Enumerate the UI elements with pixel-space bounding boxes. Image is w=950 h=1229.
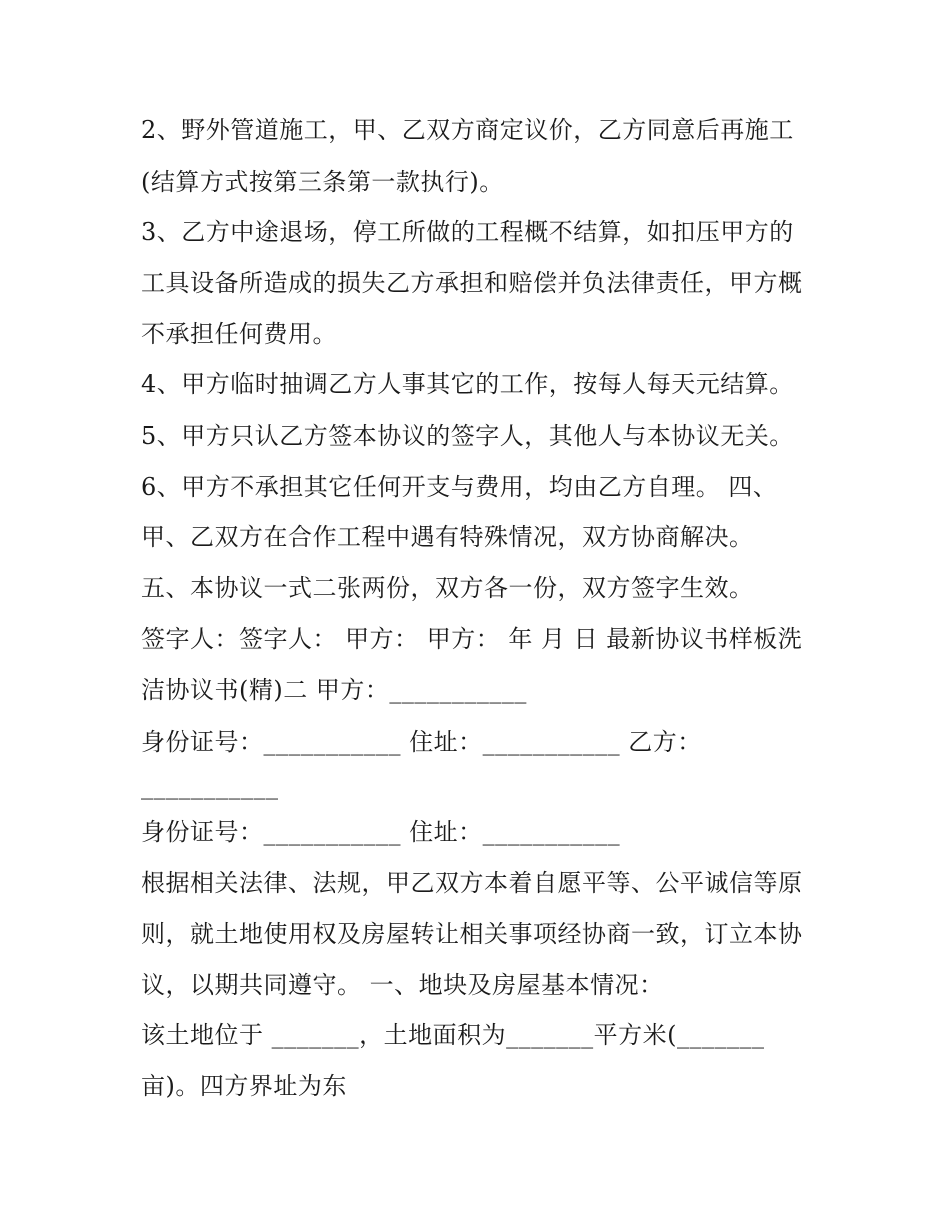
text-line: 签字人：签字人： 甲方： 甲方： 年 月 日 最新协议书样板洗 (141, 625, 803, 653)
text-line: 议，以期共同遵守。 一、地块及房屋基本情况： (141, 971, 664, 999)
text-line: 身份证号：___________ 住址：___________ 乙方： (141, 728, 702, 756)
text-line: 6、甲方不承担其它任何开支与费用，均由乙方自理。 四、 (141, 473, 778, 501)
text-line: ___________ (141, 772, 279, 800)
text-line: 则，就土地使用权及房屋转让相关事项经协商一致，订立本协 (141, 920, 803, 948)
text-line: 不承担任何费用。 (141, 320, 337, 348)
text-line: 4、甲方临时抽调乙方人事其它的工作，按每人每天元结算。 (141, 370, 794, 398)
text-line: 根据相关法律、法规，甲乙双方本着自愿平等、公平诚信等原 (141, 869, 803, 897)
text-line: 甲、乙双方在合作工程中遇有特殊情况，双方协商解决。 (141, 523, 754, 551)
text-line: 身份证号：___________ 住址：___________ (141, 818, 621, 846)
text-line: 亩)。四方界址为东 (141, 1072, 347, 1100)
text-line: 洁协议书(精)二 甲方：___________ (141, 676, 527, 704)
text-line: 2、野外管道施工，甲、乙双方商定议价，乙方同意后再施工 (141, 116, 794, 144)
text-line: (结算方式按第三条第一款执行)。 (141, 168, 504, 196)
text-line: 工具设备所造成的损失乙方承担和赔偿并负法律责任，甲方概 (141, 269, 803, 297)
text-line: 该土地位于 _______，土地面积为_______平方米(_______ (141, 1021, 765, 1049)
text-line: 5、甲方只认乙方签本协议的签字人，其他人与本协议无关。 (141, 422, 794, 450)
text-line: 3、乙方中途退场，停工所做的工程概不结算，如扣压甲方的 (141, 218, 794, 246)
text-line: 五、本协议一式二张两份，双方各一份，双方签字生效。 (141, 574, 754, 602)
